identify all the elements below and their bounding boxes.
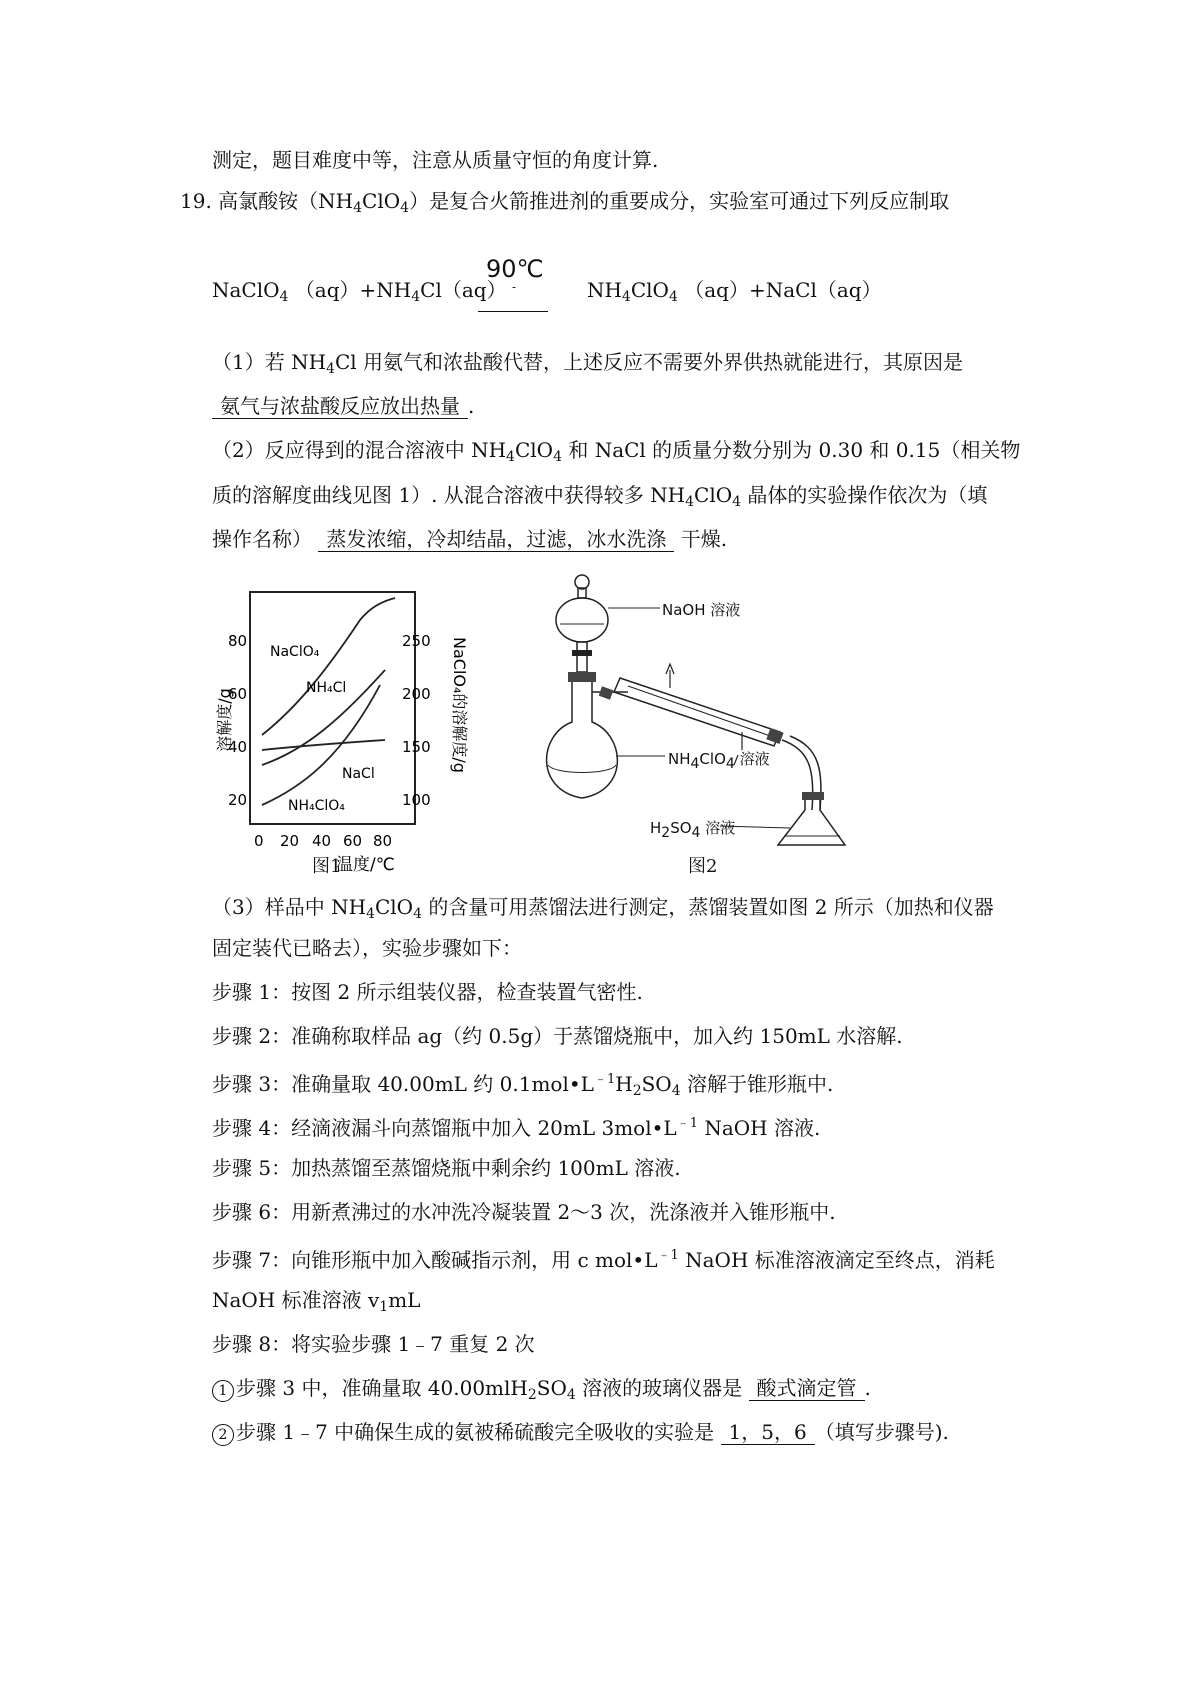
label-naclo4: NaClO₄: [270, 644, 320, 660]
x-tick: 80: [373, 832, 393, 850]
plot-frame: [250, 592, 415, 824]
condenser: [614, 678, 780, 746]
part2-line2: 质的溶解度曲线见图 1）. 从混合溶液中获得较多 $NH_4ClO_4$ 晶体的实验操作依次为（填: [212, 483, 988, 510]
distilling-flask: [547, 682, 618, 798]
x-tick: 60: [343, 832, 363, 850]
question-number: 19.: [180, 189, 212, 213]
sub-question-1: 1 步骤 3 中，准确量取 $40.00mlH_2SO_4$ 溶液的玻璃仪器是 酸式滴定管 .: [212, 1374, 871, 1409]
x-tick: 0: [254, 832, 264, 850]
label-nacl: NaCl: [342, 766, 375, 782]
y-tick-right: 100: [402, 791, 431, 809]
figure-1-caption: 图1: [312, 856, 342, 877]
reaction-arrow-line: [478, 311, 548, 312]
x-axis-label: 温度/℃: [336, 855, 395, 875]
reaction-condition-mark: -: [512, 280, 517, 294]
y-axis-left-label: 溶解度/g: [215, 688, 234, 752]
label-naoh-solution: NaOH 溶液: [662, 601, 741, 619]
part1-answer-line: 氨气与浓盐酸反应放出热量 .: [212, 392, 474, 420]
y-tick-left: 20: [228, 791, 248, 809]
part1-question: （1）若 $NH_4Cl$ 用氨气和浓盐酸代替，上述反应不需要外界供热就能进行，其原因是: [212, 350, 964, 377]
y-tick-right: 200: [402, 685, 431, 703]
funnel-bulb: [556, 598, 608, 642]
step-8: 步骤 8：将实验步骤 1﹣7 重复 2 次: [212, 1332, 535, 1356]
part1-answer: 氨气与浓盐酸反应放出热量: [212, 394, 468, 419]
circle-number-2: 2: [212, 1424, 234, 1446]
step-7-continued: NaOH 标准溶液 $v_1mL$: [212, 1288, 421, 1315]
question-19-stem: 19. 高氯酸铵$(NH_4ClO_4)$是复合火箭推进剂的重要成分，实验室可通过下列反应制取: [180, 189, 950, 216]
step-2: 步骤 2：准确称取样品 ag（约 0.5g）于蒸馏烧瓶中，加入约 150mL 水溶解.: [212, 1024, 903, 1048]
funnel-stopper: [575, 575, 589, 589]
x-tick: 20: [280, 832, 300, 850]
part3-line2: 固定装代已略去），实验步骤如下：: [212, 936, 522, 960]
y-tick-left: 60: [228, 685, 248, 703]
label-nh4clo4-solution: $NH_4ClO_4$ 溶液: [668, 750, 770, 772]
sub2-answer: 1，5，6: [721, 1420, 815, 1445]
part2-answer: 蒸发浓缩，冷却结晶，过滤，冰水洗涤: [318, 527, 674, 552]
y-tick-right: 150: [402, 738, 431, 756]
x-tick: 40: [312, 832, 332, 850]
sub1-answer: 酸式滴定管: [749, 1376, 865, 1401]
label-h2so4-solution: $H_2SO_4$ 溶液: [650, 819, 736, 841]
step-4: 步骤 4：经滴液漏斗向蒸馏瓶中加入 20mL $3mol•L^{﹣1}$ NaOH 溶液.: [212, 1116, 821, 1140]
curve-naclo4: [262, 598, 395, 735]
part3-line1: （3）样品中 $NH_4ClO_4$ 的含量可用蒸馏法进行测定，蒸馏装置如图 2 所示（加热和仪器: [212, 895, 994, 922]
intro-line: 测定，题目难度中等，注意从质量守恒的角度计算.: [212, 148, 659, 172]
reaction-condition: 90℃: [486, 255, 544, 283]
y-tick-right: 250: [402, 632, 431, 650]
part2-line1: （2）反应得到的混合溶液中 $NH_4ClO_4$ 和 NaCl 的质量分数分别为 0.30 和 0.15（相关物: [212, 438, 1021, 465]
y-tick-left: 40: [228, 738, 248, 756]
label-nh4clo4: NH₄ClO₄: [288, 798, 345, 814]
circle-number-1: 1: [212, 1380, 234, 1402]
y-tick-left: 80: [228, 632, 248, 650]
label-nh4cl: NH₄Cl: [306, 680, 347, 696]
step-1: 步骤 1：按图 2 所示组装仪器，检查装置气密性.: [212, 980, 643, 1004]
step-7: 步骤 7：向锥形瓶中加入酸碱指示剂，用 c $mol•L^{﹣1}$ NaOH 标准溶液滴定至终点，消耗: [212, 1248, 995, 1272]
step-6: 步骤 6：用新煮沸过的水冲洗冷凝装置 2～3 次，洗涤液并入锥形瓶中.: [212, 1200, 836, 1224]
y-axis-right-label: NaClO₄的溶解度/g: [450, 637, 469, 773]
step-5: 步骤 5：加热蒸馏至蒸馏烧瓶中剩余约 100mL 溶液.: [212, 1156, 681, 1180]
figure-2-caption: 图2: [688, 856, 718, 877]
figure-1-solubility: [210, 580, 470, 880]
curve-nacl: [262, 740, 385, 750]
step-3: 步骤 3：准确量取 40.00mL 约 $0.1mol•L^{﹣1}H_2SO_4$ 溶解于锥形瓶中.: [212, 1072, 834, 1099]
part2-line3: 操作名称） 蒸发浓缩，冷却结晶，过滤，冰水洗涤 干燥.: [212, 527, 728, 551]
sub-question-2: 2 步骤 1﹣7 中确保生成的氨被稀硫酸完全吸收的实验是 1，5，6 （填写步骤号).: [212, 1418, 949, 1446]
reaction-equation: NaClO$_4$ $(aq)+NH_4Cl(aq)$ $NH_4ClO_4$ （aq）+NaCl（aq）: [212, 278, 882, 305]
